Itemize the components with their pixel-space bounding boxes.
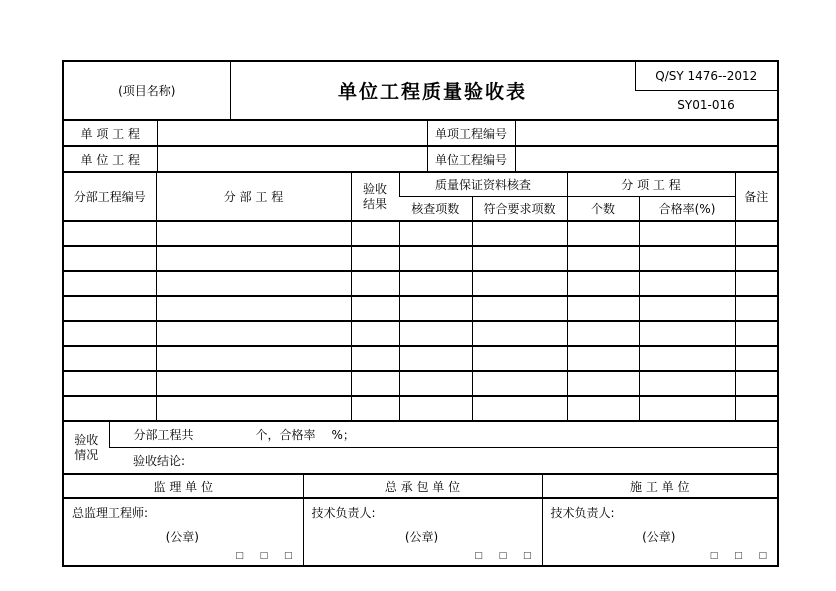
- grid-cell: [64, 296, 156, 321]
- gc-technical-lead-label: 技术负责人:: [311, 506, 376, 520]
- summary-label-line1: 验收: [74, 432, 99, 447]
- grid-cell: [639, 346, 735, 371]
- grid-cell: [567, 321, 639, 346]
- supervision-signature-cell: [64, 498, 303, 565]
- grid-cell: [156, 271, 351, 296]
- grid-cell: [567, 396, 639, 420]
- grid-cell: [472, 271, 567, 296]
- standard-number: Q/SY 1476--2012: [635, 62, 777, 91]
- grid-cell: [399, 246, 472, 271]
- grid-cell: [351, 246, 399, 271]
- general-contractor-signature-block: [304, 499, 542, 565]
- grid-cell: [399, 296, 472, 321]
- grid-cell: [351, 296, 399, 321]
- grid-cell: [735, 396, 777, 420]
- grid-row: [64, 246, 777, 271]
- summary-section: [64, 420, 777, 473]
- supervision-seal-label: (公章): [165, 529, 199, 544]
- grid-cell: [472, 321, 567, 346]
- unit-project-code-value: [515, 146, 777, 171]
- grid-cell: [64, 346, 156, 371]
- grid-cell: [64, 271, 156, 296]
- acceptance-form: [62, 60, 779, 567]
- grid-cell: [472, 296, 567, 321]
- supervision-signature-block: [64, 499, 303, 565]
- grid-cell: [567, 371, 639, 396]
- col-header-conforming-items: 符合要求项数: [472, 197, 567, 222]
- grid-cell: [399, 221, 472, 246]
- col-header-subproject-name: 分 部 工 程: [156, 172, 351, 221]
- grid-cell: [735, 346, 777, 371]
- grid-cell: [399, 371, 472, 396]
- grid-cell: [735, 246, 777, 271]
- construction-signature-cell: [542, 498, 777, 565]
- acceptance-result-line1: 验收: [362, 181, 387, 196]
- grid-cell: [472, 371, 567, 396]
- grid-cell: [64, 246, 156, 271]
- col-header-count: 个数: [567, 197, 639, 222]
- construction-technical-lead-label: 技术负责人:: [550, 506, 615, 520]
- form-number: SY01-016: [635, 91, 777, 120]
- summary-count-line: [109, 421, 777, 448]
- col-header-remark: 备注: [735, 172, 777, 221]
- grid-cell: [472, 221, 567, 246]
- grid-cell: [639, 296, 735, 321]
- grid-cell: [472, 346, 567, 371]
- grid-cell: [351, 221, 399, 246]
- grid-cell: [567, 246, 639, 271]
- grid-row: [64, 396, 777, 420]
- grid-cell: [156, 346, 351, 371]
- unit-project-value: [157, 146, 427, 171]
- grid-cell: [639, 246, 735, 271]
- col-header-subproject-code: 分部工程编号: [73, 190, 146, 204]
- gc-date-placeholder: □ □ □: [474, 551, 532, 561]
- summary-label: [64, 421, 109, 473]
- grid-row: [64, 221, 777, 246]
- grid-cell: [399, 396, 472, 420]
- construction-seal-label: (公章): [642, 529, 676, 544]
- form-title: 单位工程质量验收表: [230, 62, 635, 119]
- gc-seal-label: (公章): [404, 529, 439, 544]
- summary-label-line2: 情况: [74, 447, 99, 462]
- grid-row: [64, 271, 777, 296]
- grid-cell: [399, 346, 472, 371]
- grid-cell: [639, 321, 735, 346]
- summary-count-prefix: 分部工程共: [133, 428, 194, 442]
- grid-cell: [735, 271, 777, 296]
- grid-cell: [156, 296, 351, 321]
- grid-cell: [735, 296, 777, 321]
- unit-header-construction: 施 工 单 位: [542, 474, 777, 498]
- grid-cell: [156, 396, 351, 420]
- construction-signature-block: [543, 499, 778, 565]
- single-project-code-value: [515, 120, 777, 146]
- grid-cell: [351, 321, 399, 346]
- grid-cell: [472, 396, 567, 420]
- grid-cell: [639, 371, 735, 396]
- grid-cell: [567, 221, 639, 246]
- general-contractor-signature-cell: [303, 498, 542, 565]
- project-name-label: (项目名称): [118, 84, 176, 98]
- grid-row: [64, 371, 777, 396]
- summary-percent-suffix: %；: [331, 428, 355, 442]
- grid-cell: [64, 221, 156, 246]
- info-section: [64, 119, 777, 171]
- grid-row: [64, 321, 777, 346]
- grid-cell: [639, 271, 735, 296]
- grid-cell: [735, 371, 777, 396]
- single-project-value: [157, 120, 427, 146]
- unit-project-code-label: 单位工程编号: [427, 146, 515, 171]
- grid-cell: [639, 396, 735, 420]
- group-header-subitem: 分 项 工 程: [567, 172, 735, 197]
- grid-cell: [64, 371, 156, 396]
- grid-cell: [64, 321, 156, 346]
- grid-cell: [639, 221, 735, 246]
- grid-cell: [567, 296, 639, 321]
- grid-cell: [156, 321, 351, 346]
- grid-cell: [156, 221, 351, 246]
- supervision-date-placeholder: □ □ □: [235, 551, 293, 561]
- subproject-grid: [64, 171, 777, 420]
- summary-rate-label: 个，合格率: [255, 428, 316, 442]
- grid-cell: [351, 271, 399, 296]
- grid-row: [64, 296, 777, 321]
- grid-cell: [567, 346, 639, 371]
- col-header-checked-items: 核查项数: [399, 197, 472, 222]
- unit-header-general-contractor: 总 承 包 单 位: [303, 474, 542, 498]
- acceptance-result-line2: 结果: [362, 196, 387, 211]
- grid-cell: [567, 271, 639, 296]
- col-header-pass-rate: 合格率(%): [639, 197, 735, 222]
- grid-cell: [351, 396, 399, 420]
- grid-cell: [399, 271, 472, 296]
- grid-cell: [64, 396, 156, 420]
- grid-cell: [351, 371, 399, 396]
- single-project-label: 单 项 工 程: [80, 126, 140, 141]
- col-header-acceptance-result: [351, 172, 399, 221]
- chief-supervisor-label: 总监理工程师:: [72, 506, 149, 520]
- unit-header-supervision: 监 理 单 位: [153, 479, 213, 494]
- group-header-quality-docs: 质量保证资料核查: [399, 172, 567, 197]
- grid-cell: [156, 371, 351, 396]
- title-section: [64, 62, 777, 119]
- signature-section: [64, 473, 777, 565]
- grid-cell: [735, 321, 777, 346]
- grid-cell: [156, 246, 351, 271]
- grid-cell: [472, 246, 567, 271]
- grid-row: [64, 346, 777, 371]
- grid-cell: [735, 221, 777, 246]
- unit-project-label: 单 位 工 程: [64, 146, 157, 171]
- single-project-code-label: 单项工程编号: [427, 120, 515, 146]
- grid-cell: [399, 321, 472, 346]
- summary-conclusion-line: 验收结论:: [109, 448, 777, 474]
- grid-cell: [351, 346, 399, 371]
- construction-date-placeholder: □ □ □: [709, 551, 767, 561]
